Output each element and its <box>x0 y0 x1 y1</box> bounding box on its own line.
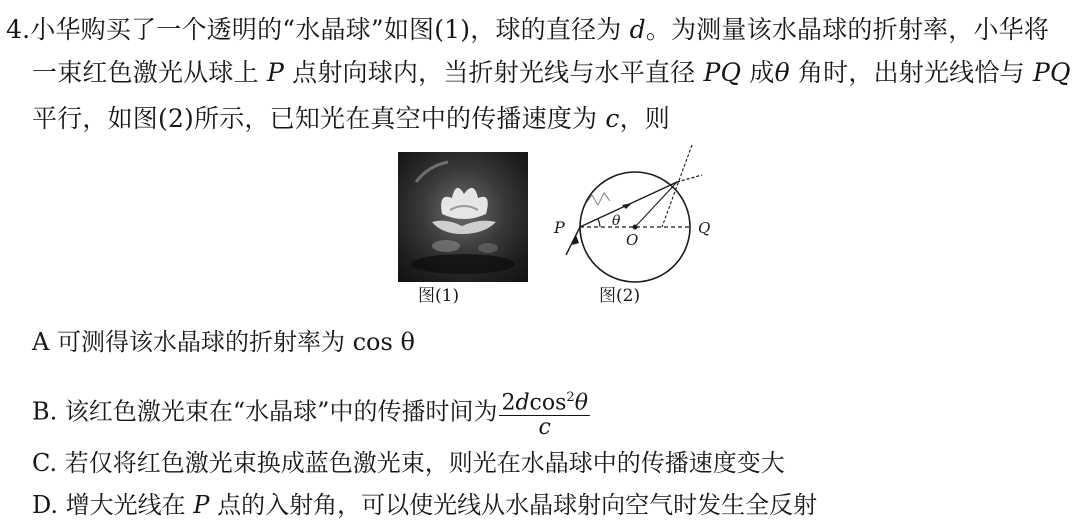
option-c-prefix: C. <box>32 449 58 477</box>
option-b-prefix: B. <box>32 397 58 426</box>
option-d[interactable]: D. 增大光线在 P 点的入射角，可以使光线从水晶球射向空气时发生全反射 <box>32 491 818 519</box>
crystal-ball-photo <box>398 152 528 282</box>
label-O: O <box>626 231 639 249</box>
question-line-3: 平行，如图(2)所示，已知光在真空中的传播速度为 c，则 <box>32 104 670 133</box>
option-b-fraction: $\frac{2dcos^2\theta}{c}$ <box>499 386 589 440</box>
label-theta: θ <box>612 213 621 229</box>
label-Q: Q <box>698 219 711 237</box>
option-c[interactable] <box>32 447 785 479</box>
refraction-diagram <box>552 145 732 283</box>
center-point <box>633 225 638 230</box>
normal-line <box>662 145 692 227</box>
question-line-2: 一束红色激光从球上 P 点射向球内，当折射光线与水平直径 PQ 成θ 角时，出射光线恰与 PQ <box>32 58 1071 87</box>
question-line-1: 4.小华购买了一个透明的“水晶球”如图(1)，球的直径为 d。为测量该水晶球的折射率，小华将 <box>6 15 1050 44</box>
figure-1-caption: 图(1) <box>418 286 460 306</box>
option-c-text: 若仅将红色激光束换成蓝色激光束，则光在水晶球中的传播速度变大 <box>64 449 785 477</box>
option-a[interactable] <box>32 326 415 358</box>
option-a-text: 可测得该水晶球的折射率为 cos θ <box>56 328 415 356</box>
lotus-image <box>398 152 528 282</box>
figure-2-caption: 图(2) <box>599 286 641 306</box>
refracted-arrow <box>622 203 632 209</box>
angle-arc <box>598 219 600 227</box>
outgoing-ray <box>677 175 702 182</box>
radius-line <box>635 182 677 227</box>
option-b-text: 该红色激光束在“水晶球”中的传播时间为 <box>64 397 498 426</box>
option-b[interactable] <box>32 386 590 440</box>
option-d-prefix: D. <box>32 491 59 519</box>
question-number: 4. <box>6 15 31 44</box>
label-P: P <box>554 218 565 237</box>
option-a-prefix: A <box>32 328 50 356</box>
